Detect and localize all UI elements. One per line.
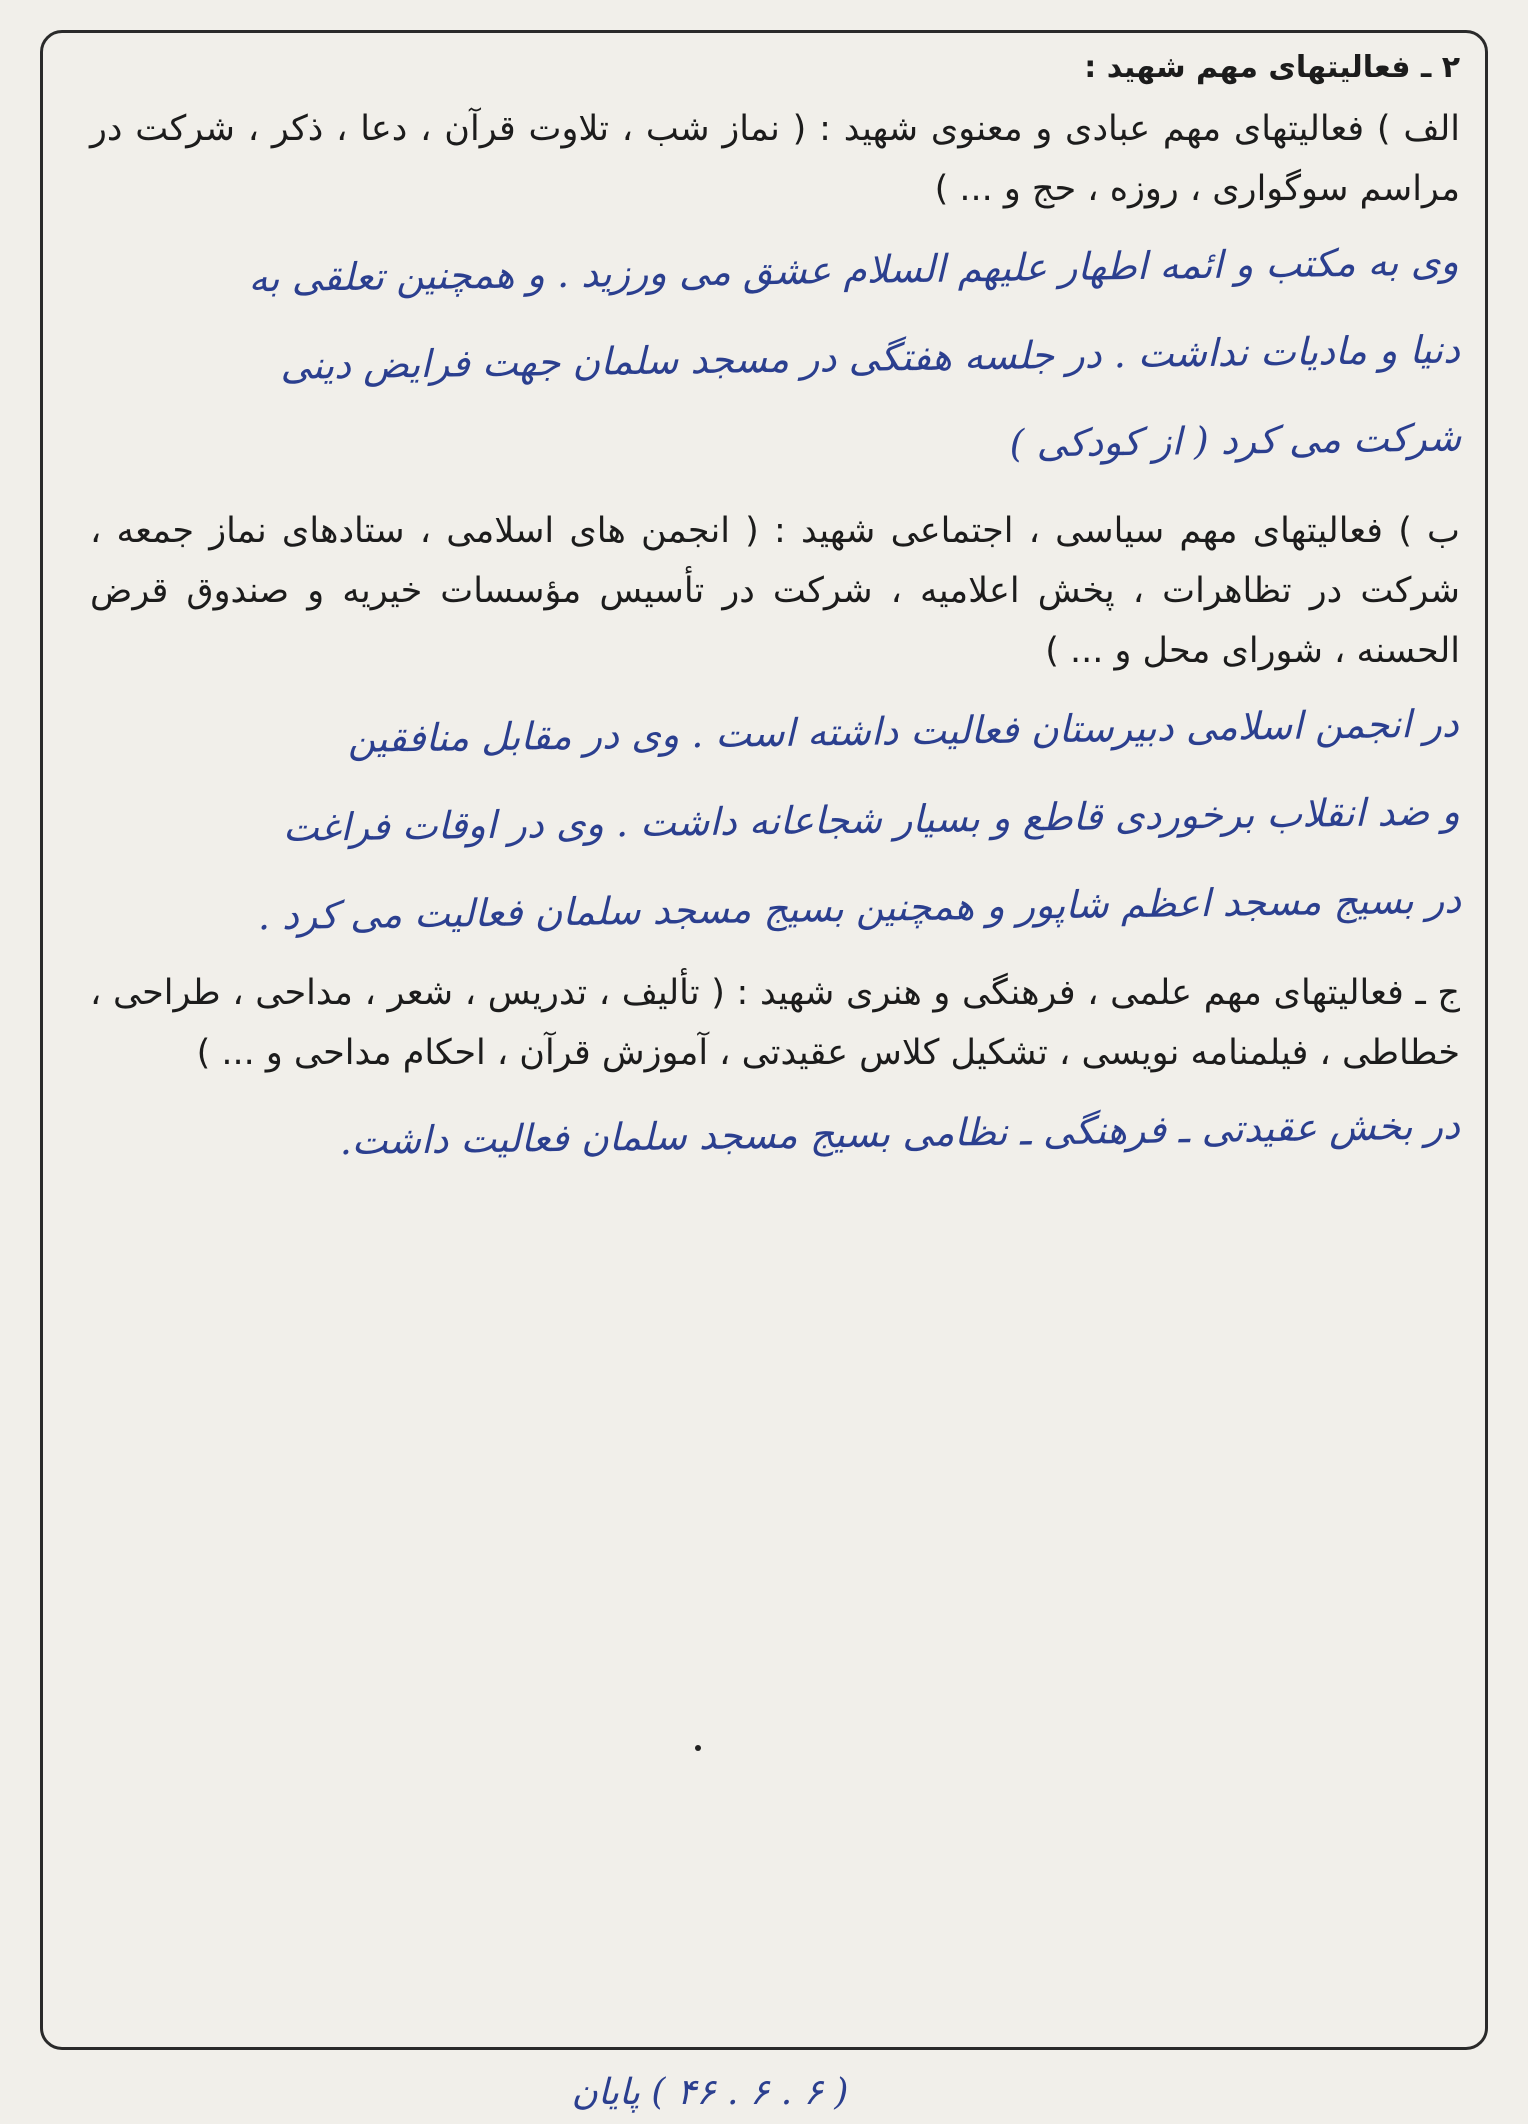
handwritten-line: دنیا و مادیات نداشت . در جلسه هفتگی در مسجد سلمان جهت فرایض دینی (280, 327, 1461, 388)
handwritten-line: و ضد انقلاب برخوردی قاطع و بسیار شجاعانه داشت . وی در اوقات فراغت (282, 789, 1461, 850)
part-c-printed: ج ـ فعالیتهای مهم علمی ، فرهنگی و هنری شهید : ( تألیف ، تدریس ، شعر ، مداحی ، طراحی ، خطاطی ، فیلمنامه نویسی ، تشکیل کلاس عقیدتی ، آموزش قرآن ، احکام مداحی و ... ) (90, 973, 1460, 1073)
part-b-handwritten (88, 679, 1462, 962)
part-a-printed: الف ) فعالیتهای مهم عبادی و معنوی شهید : ( نماز شب ، تلاوت قرآن ، دعا ، ذکر ، شرکت در مراسم سوگواری ، روزه ، حج و ... ) (90, 109, 1460, 209)
handwritten-line: در بسیج مسجد اعظم شاپور و همچنین بسیج مسجد سلمان فعالیت می کرد . (257, 877, 1462, 939)
document-body (90, 50, 1460, 1189)
part-c-handwritten (89, 1081, 1460, 1188)
handwritten-line: شرکت می کرد ( از کودکی ) (1009, 415, 1462, 466)
part-b-printed: ب ) فعالیتهای مهم سیاسی ، اجتماعی شهید : ( انجمن های اسلامی ، ستادهای نماز جمعه ، شرکت در تظاهرات ، پخش اعلامیه ، شرکت در تأسیس مؤسسات خیریه و صندوق قرض الحسنه ، شورای محل و ... ) (90, 511, 1460, 671)
handwritten-line: در بخش عقیدتی ـ فرهنگی ـ نظامی بسیج مسجد سلمان فعالیت داشت. (339, 1103, 1461, 1164)
handwritten-line: در انجمن اسلامی دبیرستان فعالیت داشته است . وی در مقابل منافقین (347, 701, 1460, 761)
section-heading: ۲ ـ فعالیتهای مهم شهید : (1084, 50, 1460, 85)
bleed-through-text (208, 1650, 1408, 1690)
ink-dot (695, 1745, 701, 1751)
footer-handwritten-date: ( ۶ . ۶ . ۴۶ ) پایان (571, 2072, 849, 2113)
handwritten-line: وی به مکتب و ائمه اطهار علیهم السلام عشق می ورزید . و همچنین تعلقی به (248, 239, 1460, 301)
part-a-handwritten (88, 217, 1462, 500)
